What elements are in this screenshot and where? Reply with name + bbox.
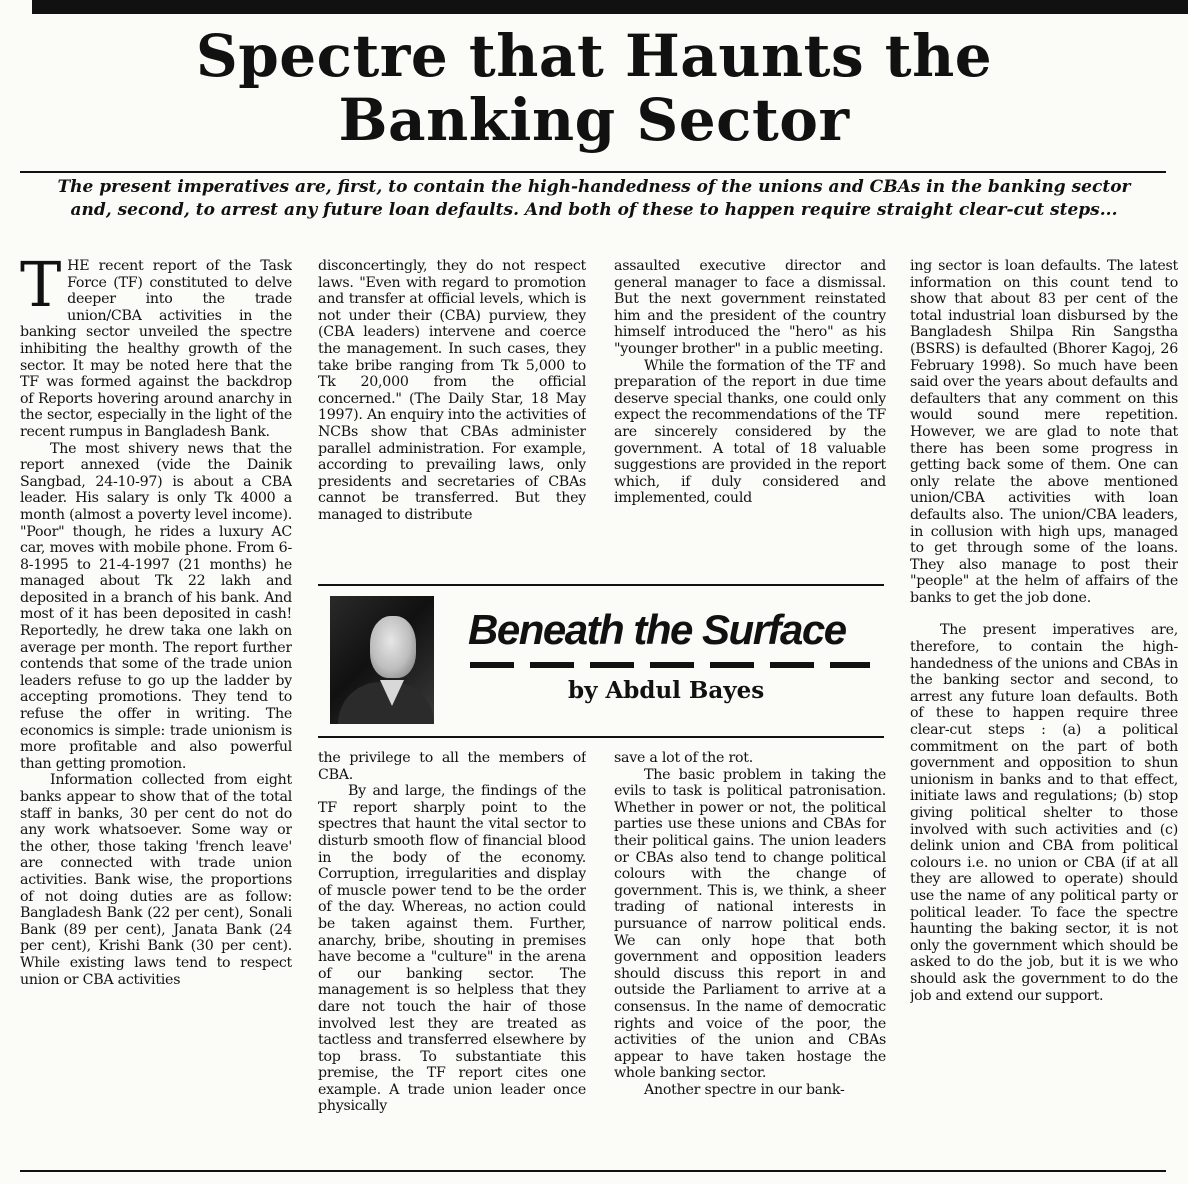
author-photo bbox=[330, 596, 434, 724]
column-title: Beneath the Surface bbox=[468, 606, 846, 653]
dashed-rule bbox=[470, 662, 870, 668]
article-column-4 bbox=[910, 258, 1178, 1164]
paragraph: The present imperatives are, therefore, to contain the high-handedness of the unions and CBAs in the banking sector and second, to arrest any future loan defaults. Both of these to happen require three clear-cut steps : (a) a political commitment on the part of both government and opposition to shun unionism in banks and to that effect, initiate laws and regulations; (b) stop giving political shelter to those involved with such activities and (c) delink union and CBA from political colours i.e. no union or CBA (if at all they are allowed to operate) should use the name of any political party or political leader. To face the spectre haunting the baking sector, it is not only the government which should be asked to do the job, but it is we who should ask the government to do the job and extend our support. bbox=[910, 622, 1178, 1004]
kicker-standfirst: The present imperatives are, first, to contain the high-handedness of the unions and CBAs in the banking sector and, second, to arrest any future loan defaults. And both of these to happen require straight clear-cut steps... bbox=[57, 177, 1131, 220]
bottom-rule bbox=[20, 1170, 1166, 1172]
paragraph bbox=[20, 258, 292, 441]
article-column-3-bottom bbox=[614, 750, 886, 1164]
drop-cap: T bbox=[20, 258, 62, 321]
paragraph: The most shivery news that the report annexed (vide the Dainik Sangbad, 24-10-97) is about a CBA leader. His salary is only Tk 4000 a month (almost a poverty level income). "Poor" though, he rides a luxury AC car, moves with mobile phone. From 6-8-1995 to 21-4-1997 (21 months) he managed about Tk 22 lakh and deposited in a branch of his bank. And most of it has been deposited in cash! Reportedly, he drew taka one lakh on average per month. The report further contends that some of the trade union leaders refuse to go up the ladder by accepting promotions. They tend to refuse the offer in writing. The economics is simple: trade unionism is more profitable and also powerful than getting promotion. bbox=[20, 440, 292, 772]
paragraph: Another spectre in our bank- bbox=[644, 1081, 845, 1098]
paragraph: the privilege to all the members of CBA. bbox=[318, 750, 586, 783]
paragraph: disconcertingly, they do not respect laws. "Even with regard to promotion and transfer at official levels, which is not under their (CBA) purview, they (CBA leaders) intervene and coerce the management. In such cases, they take bribe ranging from Tk 5,000 to Tk 20,000 from the official concerned." (The Daily Star, 18 May 1997). An enquiry into the activities of NCBs show that CBAs administer parallel administration. For example, according to prevailing laws, only presidents and secretaries of CBAs cannot be transferred. But they managed to distribute bbox=[318, 258, 586, 523]
top-rule bbox=[32, 0, 1188, 14]
paragraph: The basic problem in taking the evils to task is political patronisation. Whether in power or not, the political parties use these unions and CBAs for their political gains. The union leaders or CBAs also tend to change political colours with the change of government. This is, we think, a sheer trading of national interests in pursuance of narrow political ends. We can only hope that both government and opposition leaders should discuss this report in and outside the Parliament to arrive at a consensus. In the name of democratic rights and voice of the poor, the activities of the union and CBAs appear to have taken hostage the whole banking sector. bbox=[614, 766, 886, 1082]
article-column-3-top bbox=[614, 258, 886, 572]
headline-line-2: Banking Sector bbox=[338, 86, 850, 154]
kicker-rule bbox=[20, 171, 1166, 173]
paragraph: ing sector is loan defaults. The latest information on this count tend to show that about 83 per cent of the total industrial loan disbursed by the Bangladesh Shilpa Rin Sangstha (BSRS) is defaulted (Bhorer Kagoj, 26 February 1998). So much have been said over the years about defaults and defaulters that any comment on this would sound mere repetition. However, we are glad to note that there has been some progress in getting back some of them. One can only relate the above mentioned union/CBA activities with loan defaults also. The union/CBA leaders, in collusion with high ups, managed to get through some of the loans. They also manage to post their "people" at the helm of affairs of the banks to get the job done. bbox=[910, 258, 1178, 606]
paragraph: By and large, the findings of the TF report sharply point to the spectres that haunt the vital sector to disturb smooth flow of financial blood in the body of the economy. Corruption, irregularities and display of muscle power tend to be the order of the day. Whereas, no action could be taken against them. Further, anarchy, bribe, shouting in premises have become a "culture" in the arena of our banking sector. The management is so helpless that they dare not touch the hair of those involved lest they are treated as tactless and transferred elsewhere by top brass. To substantiate this premise, the TF report cites one example. A trade union leader once physically bbox=[318, 783, 586, 1115]
headline bbox=[0, 24, 1188, 152]
byline: by Abdul Bayes bbox=[568, 677, 765, 704]
headline-line-1: Spectre that Haunts the bbox=[195, 22, 993, 90]
paragraph: assaulted executive director and general manager to face a dismissal. But the next government reinstated him and the president of the country himself introduced the "hero" as his "younger brother" in a public meeting. bbox=[614, 258, 886, 357]
article-column-2-bottom bbox=[318, 750, 586, 1164]
paragraph: While the formation of the TF and preparation of the report in due time deserve special thanks, one could only expect the recommendations of the TF are sincerely considered by the government. A total of 18 valuable suggestions are provided in the report which, if duly considered and implemented, could bbox=[614, 357, 886, 507]
column-header-box bbox=[318, 584, 884, 738]
article-column-1 bbox=[20, 258, 292, 1164]
paragraph: save a lot of the rot. bbox=[614, 750, 754, 766]
paragraph: Information collected from eight banks appear to show that of the total staff in banks, 30 per cent do not do any work whatsoever. Some way or the other, those taking 'french leave' are connected with trade union activities. Bank wise, the proportions of not doing duties are as follow: Bangladesh Bank (22 per cent), Sonali Bank (89 per cent), Janata Bank (24 per cent), Krishi Bank (30 per cent). While existing laws tend to respect union or CBA activities bbox=[20, 772, 292, 988]
article-column-2-top bbox=[318, 258, 586, 572]
paragraph-text: HE recent report of the Task Force (TF) constituted to delve deeper into the trade union/CBA activities in the banking sector unveiled the spectre inhibiting the healthy growth of the sector. It may be noted here that the TF was formed against the backdrop of Reports hovering around anarchy in the sector, especially in the light of the recent rumpus in Bangladesh Bank. bbox=[20, 258, 292, 440]
author-photo-face bbox=[370, 616, 416, 678]
